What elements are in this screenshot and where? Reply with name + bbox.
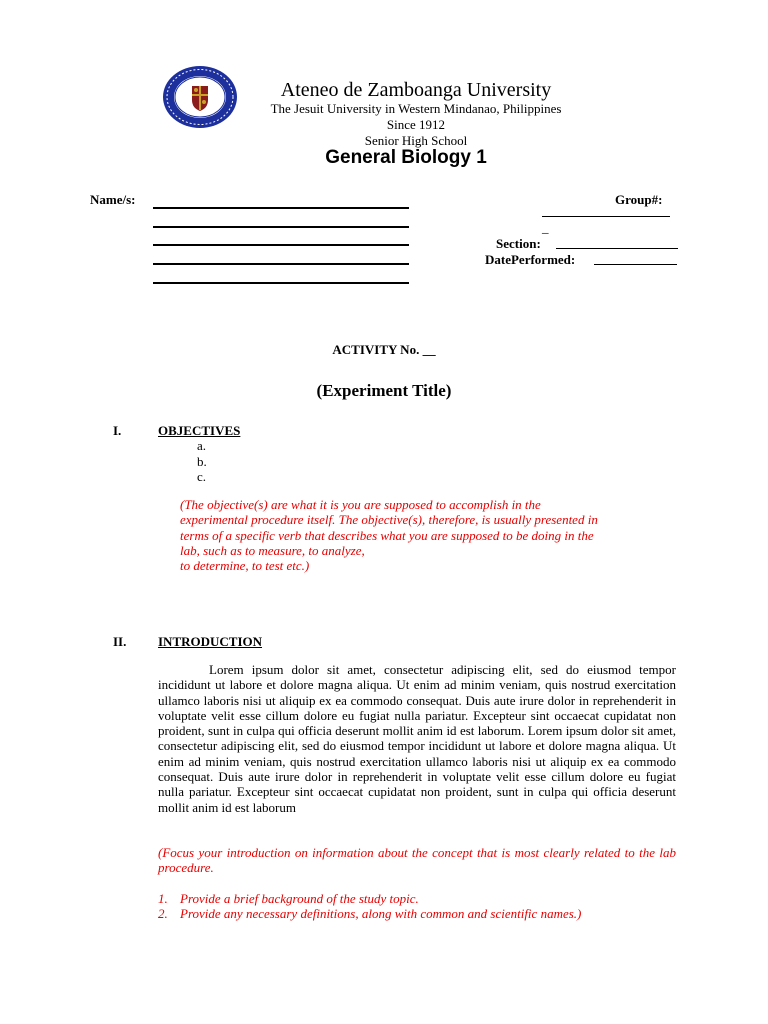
introduction-number: II. <box>113 634 127 649</box>
introduction-focus-note: (Focus your introduction on information about the concept that is most clearly related to the lab procedure. <box>158 845 676 876</box>
experiment-title: (Experiment Title) <box>316 381 452 400</box>
introduction-body: Lorem ipsum dolor sit amet, consectetur adipiscing elit, sed do eiusmod tempor incididunt ut labore et dolore magna aliqua. Ut enim ad minim veniam, quis nostrud exercitation ullamco laboris nisi ut aliquip ex ea commodo consequat. Duis aute irure dolor in reprehenderit in voluptate velit esse cillum dolore eu fugiat nulla pariatur. Excepteur sint occaecat cupidatat non proident, sunt in culpa qui officia deserunt mollit anim id est laborum. Lorem ipsum dolor sit amet, consectetur adipiscing elit, sed do eiusmod tempor incididunt ut labore et dolore magna aliqua. Ut enim ad minim veniam, quis nostrud exercitation ullamco laboris nisi ut aliquip ex ea commodo consequat. Duis aute irure dolor in reprehenderit in voluptate velit esse cillum dolore eu fugiat nulla pariatur. Excepteur sint occaecat cupidatat non proident, sunt in culpa qui officia deserunt mollit anim id est laborum <box>158 662 676 815</box>
objectives-number: I. <box>113 423 122 438</box>
objective-item-c: c. <box>197 469 207 484</box>
university-seal-icon <box>161 64 239 130</box>
name-line-4[interactable] <box>153 263 409 265</box>
objective-item-a: a. <box>197 438 207 453</box>
group-blank[interactable] <box>542 205 670 217</box>
objectives-note-line: lab, such as to measure, to analyze, <box>180 542 365 558</box>
objectives-note-line: terms of a specific verb that describes what you are supposed to be doing in the <box>180 527 594 543</box>
group-blank-wrap: _ <box>542 220 549 235</box>
name-line-5[interactable] <box>153 282 409 284</box>
objectives-note-line: experimental procedure itself. The objective(s), therefore, is usually presented in <box>180 512 598 528</box>
university-tagline: The Jesuit University in Western Mindanao, Philippines <box>270 101 562 116</box>
name-line-3[interactable] <box>153 244 409 246</box>
tip-1-text: Provide a brief background of the study topic. <box>180 891 419 906</box>
section-blank[interactable] <box>556 236 678 249</box>
introduction-heading: INTRODUCTION <box>158 634 263 649</box>
activity-number: ACTIVITY No. __ <box>332 342 436 357</box>
section-label: Section: <box>496 236 541 251</box>
founding-year: Since 1912 <box>386 117 446 132</box>
group-label: Group#: <box>615 192 663 207</box>
date-label: DatePerformed: <box>485 252 576 267</box>
objectives-note <box>180 497 680 573</box>
course-title: General Biology 1 <box>325 147 487 168</box>
objectives-note-line: (The objective(s) are what it is you are supposed to accomplish in the <box>180 497 541 512</box>
school-level: Senior High School <box>364 133 468 148</box>
date-blank[interactable] <box>594 252 677 265</box>
names-label: Name/s: <box>90 192 136 207</box>
name-line-2[interactable] <box>153 226 409 228</box>
name-line-1[interactable] <box>153 207 409 209</box>
objectives-note-line: to determine, to test etc.) <box>180 558 310 574</box>
tip-2-number: 2. <box>158 906 168 921</box>
objectives-heading: OBJECTIVES <box>158 423 241 438</box>
objective-item-b: b. <box>197 454 207 469</box>
tip-1-number: 1. <box>158 891 168 906</box>
tip-2-text: Provide any necessary definitions, along with common and scientific names.) <box>180 906 582 921</box>
university-name: Ateneo de Zamboanga University <box>280 79 552 101</box>
